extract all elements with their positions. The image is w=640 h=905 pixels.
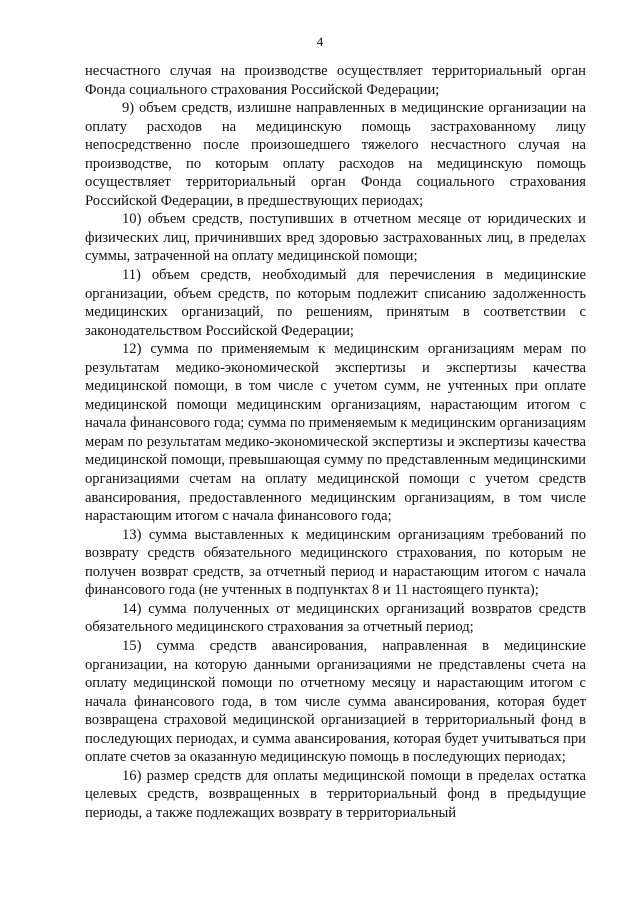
paragraph-item-11: 11) объем средств, необходимый для перечисления в медицинские организации, объем средств, по которым подлежит списанию задолженность медицинских организаций, по решениям, принятым в соответствии с законодательством Российской Федерации; xyxy=(85,267,586,339)
paragraph-continuation: несчастного случая на производстве осуществляет территориальный орган Фонда социального страхования Российской Федерации; xyxy=(85,63,586,98)
paragraph-item-9: 9) объем средств, излишне направленных в медицинские организации на оплату расходов на медицинскую помощь застрахованному лицу непосредственно после произошедшего тяжелого несчастного случая на производстве, по которым оплату расходов на медицинскую помощь осуществляет территориальный орган Фонда социального страхования Российской Федерации, в предшествующих периодах; xyxy=(85,100,586,209)
document-body xyxy=(85,62,586,822)
paragraph-item-13: 13) сумма выставленных к медицинским организациям требований по возврату средств обязательного медицинского страхования, по которым не получен возврат средств, за отчетный период и нарастающим итогом с начала финансового года (не учтенных в подпунктах 8 и 11 настоящего пункта); xyxy=(85,526,586,599)
paragraph-item-15: 15) сумма средств авансирования, направленная в медицинские организации, на которую данными организациями не представлены счета на оплату медицинской помощи по отчетному месяцу и нарастающим итогом с начала финансового года, в том числе сумма авансирования, которая будет возвращена страховой медицинской организацией в территориальный фонд в последующих периодах, и сумма авансирования, которая будет учитываться при оплате счетов за оказанную медицинскую помощь в последующих периодах; xyxy=(85,637,586,766)
paragraph-item-14: 14) сумма полученных от медицинских организаций возвратов средств обязательного медицинского страхования за отчетный период; xyxy=(85,600,586,636)
page-number: 4 xyxy=(316,34,324,49)
paragraph-item-10: 10) объем средств, поступивших в отчетном месяце от юридических и физических лиц, причинивших вред здоровью застрахованных лиц, в пределах суммы, затраченной на оплату медицинской помощи; xyxy=(85,211,586,265)
paragraph-item-16: 16) размер средств для оплаты медицинской помощи в пределах остатка целевых средств, возвращенных в территориальный фонд в предыдущие периоды, а также подлежащих возврату в территориальный xyxy=(85,767,586,821)
paragraph-item-12: 12) сумма по применяемым к медицинским организациям мерам по результатам медико-экономической экспертизы и экспертизы качества медицинской помощи, в том числе с учетом сумм, не учтенных при оплате медицинской помощи медицинским организациям, нарастающим итогом с начала финансового года; сумма по применяемым к медицинским организациям мерам по результатам медико-экономической экспертизы и экспертизы качества медицинской помощи, превышающая сумму по представленным медицинскими организациями счетам на оплату медицинской помощи с учетом средств авансирования, предоставленного медицинским организациям, в том числе нарастающим итогом с начала финансового года; xyxy=(85,341,586,525)
